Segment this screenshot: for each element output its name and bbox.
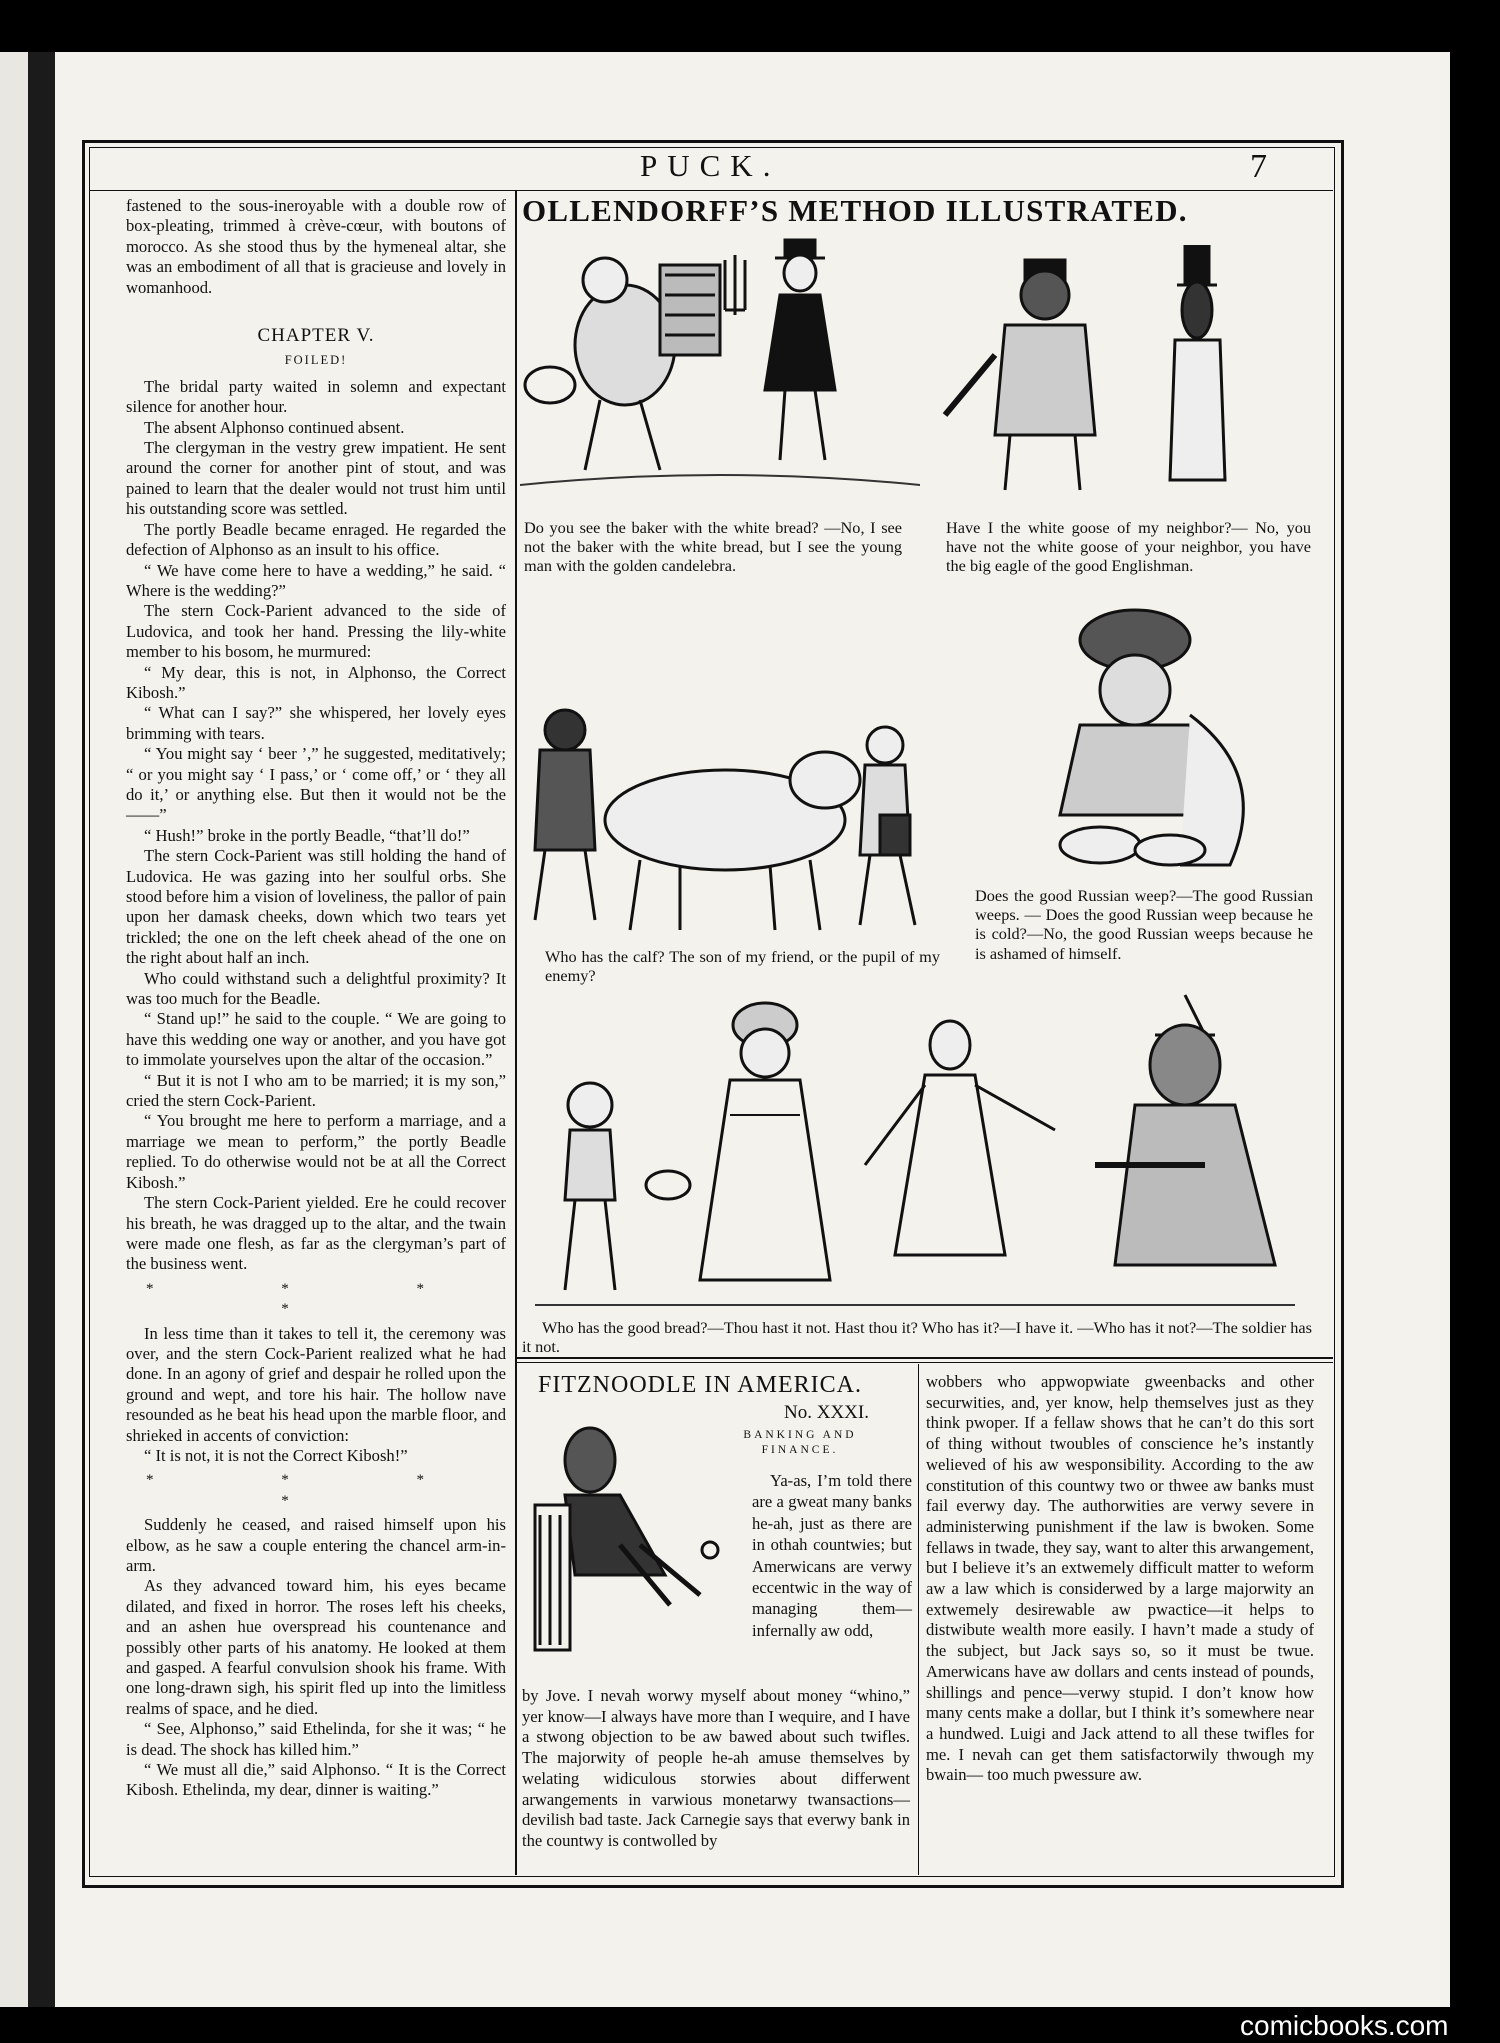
story-paragraph: “ What can I say?” she whispered, her lovely eyes brimming with tears. (126, 703, 506, 743)
story-column (126, 196, 506, 1801)
cartoon-who-has-the-good-bread (535, 985, 1295, 1315)
fitznoodle-right-text: wobbers who appwopwiate gweenbacks and other securwities, and, yer know, help themselves just as they think pwoper. If a fellaw shows that he can’t do this sort of thing without twoubles of conscience he’s instantly welieved of his aw wesponsibility. According to the aw constitution of this countwy two or thwee aw banks must fail everwy day. The authorwities are verwy severe in administerwing punishment if the law is bwoken. Some fellaws in twade, they say, want to alter this arwangement, but I believe it’s an extwemely difficult matter to weform aw a law which is considerwed by a large majorwity an extwemely desirewable aw pwactice—it helps to distwibute wealth more easily. I havn’t made a study of the subject, but Jack says so, so it must be twue. Amerwicans have aw dollars and cents instead of pounds, shillings and pence—verwy stupid. I don’t know how many cents make a dollar, but I think it’s somewhere near a hundwed. Luigi and Jack attend to all these twifles for me. I nevah can get them satisfactorwily thwough my bwain— too much pwessure aw. (926, 1372, 1314, 1785)
story-paragraph: “ Hush!” broke in the portly Beadle, “that’ll do!” (144, 825, 470, 845)
story-paragraph: The portly Beadle became enraged. He regarded the defection of Alphonso as an insult to his office. (126, 519, 506, 560)
caption-1: Do you see the baker with the white bread? —No, I see not the baker with the white bread, but I see the young man with the golden candelebra. (524, 518, 902, 576)
story-paragraph: “ See, Alphonso,” said Ethelinda, for she it was; “ he is dead. The shock has killed him.” (126, 1719, 506, 1759)
watermark-text: comicbooks.com (1240, 2010, 1449, 2041)
header-rule (89, 190, 1333, 191)
fitznoodle-title: FITZNOODLE IN AMERICA. (538, 1372, 862, 1398)
story-paragraph: “ It is not, it is not the Correct Kibosh!” (144, 1445, 408, 1465)
story-paragraph: The bridal party waited in solemn and expectant silence for another hour. (126, 376, 506, 417)
story-paragraph: Suddenly he ceased, and raised himself upon his elbow, as he saw a couple entering the chancel arm-in-arm. (126, 1515, 506, 1575)
fitznoodle-narrow-text: Ya-as, I’m told there are a gweat many banks he-ah, just as there are in othah countwies; but Amerwicans are verwy eccentwic in the way of managing them—infernally aw odd, (752, 1471, 912, 1640)
story-paragraph: “ But it is not I who am to be married; it is my son,” cried the stern Cock-Parient. (126, 1070, 506, 1111)
section-break-stars: * * * * (146, 1472, 486, 1509)
caption-5: Who has the good bread?—Thou hast it not. Hast thou it? Who has it?—I have it. —Who has it not?—The soldier has it not. (522, 1318, 1312, 1357)
story-paragraph: The clergyman in the vestry grew impatient. He sent around the corner for another pint of stout, and was pained to learn that the dealer would not trust him until his outstanding score was settled. (126, 438, 506, 519)
section-break-stars: * * * * (146, 1280, 486, 1318)
section-divider (515, 1357, 1333, 1359)
story-paragraph: “ We must all die,” said Alphonso. “ It is the Correct Kibosh. Ethelinda, my dear, dinner is waiting.” (126, 1760, 506, 1800)
story-paragraph: “ My dear, this is not, in Alphonso, the Correct Kibosh.” (126, 662, 506, 702)
illustration-title: OLLENDORFF’S METHOD ILLUSTRATED. (522, 193, 1188, 228)
story-paragraph: “ You brought me here to perform a marriage, and a marriage we mean to perform,” the portly Beadle replied. To do otherwise would not be at all the Correct Kibosh.” (126, 1111, 506, 1192)
chapter-subtitle: FOILED! (284, 353, 348, 368)
cartoon-baker-and-young-man (520, 225, 920, 510)
story-paragraph: “ You might say ‘ beer ’,” he suggested, meditatively; “ or you might say ‘ I pass,’ or ‘ come off,’ or ‘ they all do it,’ or anything else. But then it would not be the——” (126, 744, 506, 825)
story-paragraphs (126, 1515, 506, 1801)
story-paragraph: Who could withstand such a delightful proximity? It was too much for the Beadle. (126, 968, 506, 1009)
story-paragraph: The stern Cock-Parient was still holding the hand of Ludovica. He was gazing into her soulful orbs. She stood before him a vision of loveliness, the pallor of pain upon her damask cheeks, down which two tears yet trickled; the one on the left cheek ahead of the one on the right about half an inch. (126, 846, 506, 968)
facing-page-edge (0, 52, 28, 2007)
story-paragraph: “ Stand up!” he said to the couple. “ We are going to have this wedding one way or another, and you have got to immolate yourselves upon the altar of the occasion.” (126, 1009, 506, 1070)
cartoon-russian-weeping (1010, 605, 1310, 885)
fitznoodle-subtitle: BANKING AND FINANCE. (743, 1429, 857, 1456)
chapter-heading: CHAPTER V. (257, 325, 375, 347)
story-opening: fastened to the sous-ineroyable with a double row of box-pleating, trimmed à crève-cœur, with boutons of morocco. As she stood thus by the hymeneal altar, she was an embodiment of all that is gracieuse and lovely in womanhood. (126, 196, 506, 297)
fitznoodle-number: No. XXXI. (784, 1402, 869, 1423)
caption-4: Does the good Russian weep?—The good Russian weeps. — Does the good Russian weep because he is cold?—No, the good Russian weeps because he is ashamed of himself. (975, 886, 1313, 963)
fitznoodle-wide-text: by Jove. I nevah worwy myself about money “whino,” yer know—I always have more than I wequire, and I have a stwong objection to be aw bawed about such twifles. The majorwity of people he-ah amuse themselves by welating widiculous storwies about differwent arwangements in varwious monetarwy twansactions—devilish bad taste. Jack Carnegie says that everwy bank in the countwy is contwolled by (522, 1686, 910, 1850)
book-spine (28, 52, 55, 2007)
fitznoodle-portrait (530, 1405, 745, 1670)
page-number: 7 (1250, 148, 1267, 185)
fitznoodle-column-divider (918, 1364, 919, 1875)
story-paragraph: The absent Alphonso continued absent. (144, 417, 405, 437)
story-paragraph: The stern Cock-Parient yielded. Ere he could recover his breath, he was dragged up to the altar, and the twain were made one flesh, as far as the clergyman’s part of the business went. (126, 1193, 506, 1274)
cartoon-russian-and-englishman (915, 245, 1320, 510)
section-divider-thin (515, 1362, 1333, 1363)
cartoon-who-has-the-calf (520, 700, 950, 945)
column-divider (515, 190, 517, 1875)
caption-2: Have I the white goose of my neighbor?— No, you have not the white goose of your neighbor, you have the big eagle of the good Englishman. (946, 518, 1311, 576)
story-paragraph: The stern Cock-Parient advanced to the side of Ludovica, and took her hand. Pressing the lily-white member to his bosom, he murmured: (126, 601, 506, 662)
story-paragraph: In less time than it takes to tell it, the ceremony was over, and the stern Cock-Parient realized what he had done. In an agony of grief and despair he rolled upon the ground and wept, and tore his hair. The hollow nave resounded as he beat his head upon the marble floor, and shrieked in accents of conviction: (126, 1323, 506, 1445)
story-paragraphs (126, 377, 506, 1275)
masthead-title: PUCK. (640, 148, 781, 183)
story-paragraph: “ We have come here to have a wedding,” he said. “ Where is the wedding?” (126, 560, 506, 600)
story-paragraph: As they advanced toward him, his eyes became dilated, and fixed in horror. The roses left his cheeks, and an ashen hue overspread his countenance and possibly other parts of his anatomy. He looked at them and gasped. A fearful convulsion shook his frame. With one long-drawn sigh, his spirit fled up into the limitless realms of space, and he died. (126, 1576, 506, 1718)
caption-3: Who has the calf? The son of my friend, or the pupil of my enemy? (545, 947, 940, 986)
story-paragraphs (126, 1324, 506, 1467)
